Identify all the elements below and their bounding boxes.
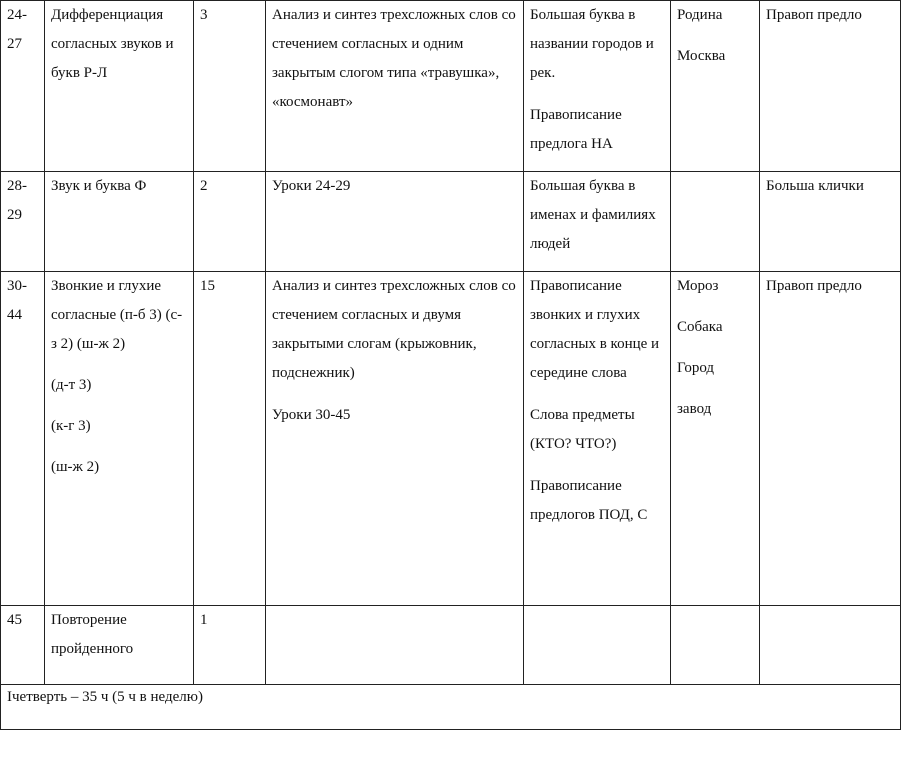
- vocabulary-cell: [671, 172, 760, 272]
- extra-cell: [760, 1, 901, 172]
- vocabulary-word: Москва: [677, 48, 726, 64]
- topic-cell: [45, 172, 194, 272]
- analysis-cell: [266, 272, 524, 606]
- vocabulary-cell: [671, 1, 760, 172]
- topic-text: Дифференциация согласных звуков и букв Р-Л: [51, 7, 174, 81]
- hours-text: 15: [200, 278, 215, 294]
- topic-text: Повторение пройденного: [51, 612, 134, 657]
- grammar-text: Правописание предлогов ПОД, С: [530, 478, 648, 523]
- topic-cell: [45, 606, 194, 685]
- grammar-text: Правописание звонких и глухих согласных в конце и середине слова: [530, 278, 660, 381]
- topic-cell: [45, 1, 194, 172]
- grammar-cell: [524, 172, 671, 272]
- analysis-text: Анализ и синтез трехсложных слов со стечением согласных и двумя закрытыми слогам (крыжовник, подснежник): [272, 278, 516, 381]
- lesson-number-end: 27: [7, 36, 22, 52]
- hours-cell: [194, 606, 266, 685]
- lesson-number: 24-: [7, 7, 27, 23]
- analysis-cell: [266, 172, 524, 272]
- extra-text: Больша клички: [766, 178, 864, 194]
- vocabulary-word: Мороз: [677, 278, 719, 294]
- grammar-cell: [524, 606, 671, 685]
- topic-text: (ш-ж 2): [51, 459, 100, 475]
- quarter-summary: Iчетверть – 35 ч (5 ч в неделю): [7, 689, 203, 705]
- lesson-number-end: 44: [7, 307, 22, 323]
- hours-text: 2: [200, 178, 208, 194]
- vocabulary-cell: [671, 272, 760, 606]
- analysis-cell: [266, 1, 524, 172]
- analysis-text: Анализ и синтез трехсложных слов со стечением согласных и одним закрытым слогом типа «травушка», «космонавт»: [272, 7, 516, 110]
- grammar-text: Большая буква в названии городов и рек.: [530, 7, 654, 81]
- lesson-number-cell: [1, 272, 45, 606]
- table-row: [1, 1, 901, 172]
- lesson-number-cell: [1, 1, 45, 172]
- topic-text: (д-т 3): [51, 377, 92, 393]
- grammar-cell: [524, 1, 671, 172]
- quarter-summary-cell: [1, 685, 901, 730]
- table-row: [1, 685, 901, 730]
- hours-text: 3: [200, 7, 208, 23]
- vocabulary-word: Родина: [677, 7, 723, 23]
- vocabulary-word: Город: [677, 360, 715, 376]
- extra-cell: [760, 272, 901, 606]
- extra-cell: [760, 606, 901, 685]
- lesson-number: 28-: [7, 178, 27, 194]
- grammar-text: Слова предметы (КТО? ЧТО?): [530, 407, 635, 452]
- table-row: [1, 272, 901, 606]
- lesson-number: 30-: [7, 278, 27, 294]
- hours-cell: [194, 172, 266, 272]
- lesson-number-cell: [1, 172, 45, 272]
- hours-text: 1: [200, 612, 208, 628]
- hours-cell: [194, 272, 266, 606]
- table-row: [1, 172, 901, 272]
- lesson-number: 45: [7, 612, 22, 628]
- grammar-text: Большая буква в именах и фамилиях людей: [530, 178, 656, 252]
- analysis-cell: [266, 606, 524, 685]
- hours-cell: [194, 1, 266, 172]
- grammar-text: Правописание предлога НА: [530, 107, 622, 152]
- lesson-number-end: 29: [7, 207, 22, 223]
- topic-text: Звук и буква Ф: [51, 178, 147, 194]
- table-row: [1, 606, 901, 685]
- extra-text: Правоп предло: [766, 7, 862, 23]
- vocabulary-cell: [671, 606, 760, 685]
- analysis-text: Уроки 24-29: [272, 178, 351, 194]
- grammar-cell: [524, 272, 671, 606]
- topic-text: (к-г 3): [51, 418, 91, 434]
- extra-text: Правоп предло: [766, 278, 862, 294]
- extra-cell: [760, 172, 901, 272]
- lesson-number-cell: [1, 606, 45, 685]
- topic-cell: [45, 272, 194, 606]
- vocabulary-word: Собака: [677, 319, 723, 335]
- analysis-text: Уроки 30-45: [272, 407, 351, 423]
- topic-text: Звонкие и глухие согласные (п-б 3) (с-з 2) (ш-ж 2): [51, 278, 183, 352]
- vocabulary-word: завод: [677, 401, 712, 417]
